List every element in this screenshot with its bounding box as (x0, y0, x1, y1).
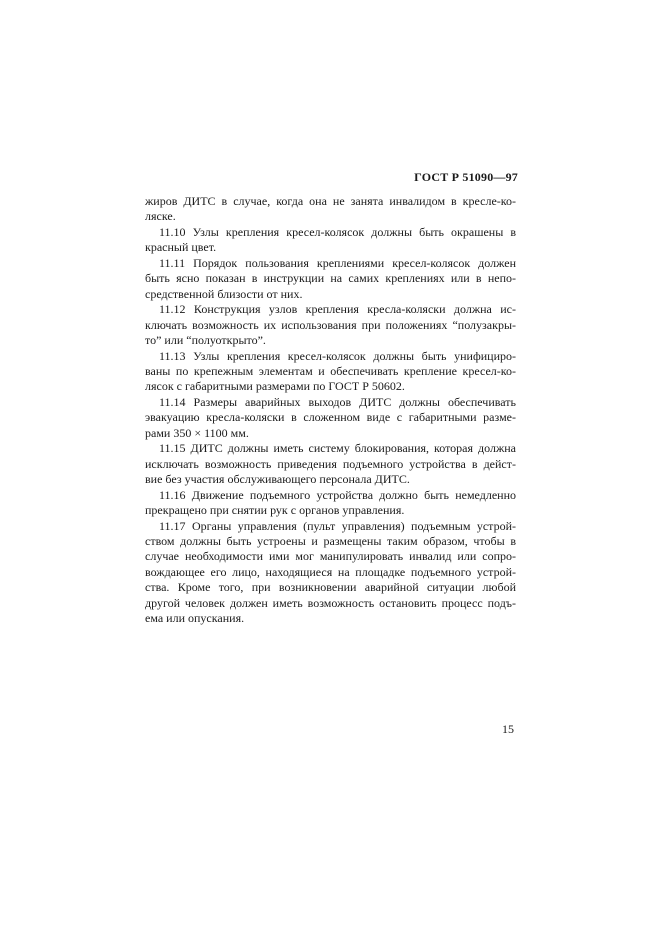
text-line: красный цвет. (145, 240, 217, 255)
text-line: ства. Кроме того, при возникновении аварийной ситуации любой (145, 580, 516, 595)
text-line: ством должны быть устроены и размещены таким образом, чтобы в (145, 533, 516, 548)
text-line: 11.11 Порядок пользования креплениями кресел-колясок должен (159, 255, 516, 270)
text-line: ваны по крепежным элементам и обеспечивать крепление кресел-ко- (145, 363, 516, 378)
text-line: 11.17 Органы управления (пульт управления) подъемным устрой- (159, 518, 516, 533)
text-line: ема или опускания. (145, 611, 245, 626)
text-line: 11.16 Движение подъемного устройства должно быть немедленно (159, 487, 516, 502)
text-line: 11.14 Размеры аварийных выходов ДИТС должны обеспечивать (159, 394, 516, 409)
text-line: эвакуацию кресла-коляски в сложенном виде с габаритными разме- (145, 410, 516, 425)
text-line: лясок с габаритными размерами по ГОСТ Р 50602. (145, 379, 405, 394)
text-line: исключать возможность приведения подъемного устройства в дейст- (145, 456, 516, 471)
text-line: 11.15 ДИТС должны иметь систему блокирования, которая должна (159, 441, 516, 456)
document-code-header: ГОСТ Р 51090—97 (414, 170, 518, 184)
text-line: рами 350 × 1100 мм. (145, 425, 249, 440)
text-line: вие без участия обслуживающего персонала ДИТС. (145, 472, 410, 487)
body-text (145, 194, 516, 627)
text-line: 11.13 Узлы крепления кресел-колясок должны быть унифициро- (159, 348, 516, 363)
text-line: другой человек должен иметь возможность остановить процесс подъ- (145, 595, 516, 610)
text-line: ключать возможность их использования при положениях “полузакры- (145, 317, 516, 332)
page-number: 15 (502, 722, 514, 736)
text-line: прекращено при снятии рук с органов управления. (145, 503, 405, 518)
text-line: то” или “полуоткрыто”. (145, 333, 266, 348)
text-line: средственной близости от них. (145, 286, 303, 301)
text-line: вождающее его лицо, находящиеся на площадке подъемного устрой- (145, 564, 516, 579)
text-line: случае необходимости ими мог манипулировать инвалид или сопро- (145, 549, 516, 564)
text-line: 11.10 Узлы крепления кресел-колясок должны быть окрашены в (159, 224, 516, 239)
text-line: ляске. (145, 209, 176, 224)
text-line: быть ясно показан в инструкции на самих креплениях или в непо- (145, 271, 516, 286)
text-line: 11.12 Конструкция узлов крепления кресла-коляски должна ис- (159, 302, 516, 317)
text-line: жиров ДИТС в случае, когда она не занята инвалидом в кресле-ко- (145, 194, 516, 208)
